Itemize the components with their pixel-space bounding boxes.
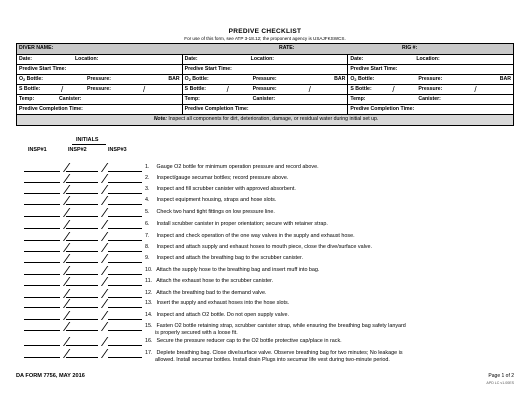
insp1-initial-line[interactable]: [24, 345, 60, 346]
o2-label: O: [184, 76, 189, 82]
insp1-initial-line[interactable]: [24, 319, 60, 320]
dive3-temp-field[interactable]: [348, 95, 513, 104]
item-text: Attach the exhaust hose to the scrubber canister.: [155, 278, 274, 284]
o2-bottle-row: [17, 75, 513, 85]
item-text: Attach the supply hose to the breathing bag and insert muff into bag.: [155, 267, 320, 273]
insp3-initial-line[interactable]: [108, 330, 142, 331]
dive3-s-bottle-field[interactable]: S Bottle: / Pressure: /: [350, 85, 477, 94]
dive2-start-time-field[interactable]: Predive Start Time:: [183, 65, 349, 74]
checklist-item: [145, 255, 505, 262]
s-bottle-label: S Bottle:: [350, 86, 372, 92]
temp-label: Temp:: [19, 96, 35, 102]
item-text: Gauge O2 bottle for minimum operation pressure and record above.: [155, 164, 319, 170]
insp3-initial-line[interactable]: [108, 319, 142, 320]
insp2-initial-line[interactable]: [66, 228, 98, 229]
checklist-item: [145, 350, 505, 364]
bottle-label: Bottle:: [25, 76, 44, 82]
item-number: 6.: [145, 221, 150, 227]
temp-canister-row: [17, 95, 513, 105]
diver-header-row: [17, 44, 513, 55]
dive1-o2-field[interactable]: $O_2$ Bottle: Pressure: BAR: [17, 75, 183, 84]
item-text: Inspect and attach O2 bottle. Do not open supply valve.: [155, 312, 289, 318]
completion-row: [17, 105, 513, 115]
item-number: 16.: [145, 338, 153, 344]
insp1-initial-line[interactable]: [24, 240, 60, 241]
o2-label: O: [19, 76, 24, 82]
insp1-initial-line[interactable]: [24, 307, 60, 308]
checklist-item: [145, 300, 505, 307]
o2-label: O: [350, 76, 355, 82]
canister-label: Canister:: [418, 96, 441, 102]
insp3-initial-line[interactable]: [108, 240, 142, 241]
insp1-initial-line[interactable]: [24, 274, 60, 275]
item-number: 11.: [145, 278, 153, 284]
form-number: DA FORM 7756, MAY 2016: [16, 373, 85, 379]
note-text: [17, 115, 513, 125]
item-text: Install scrubber canister in proper orientation; secure with retainer strap.: [155, 221, 328, 227]
insp2-initial-line[interactable]: [66, 204, 98, 205]
checklist-item: [145, 186, 505, 193]
insp2-initial-line[interactable]: [66, 319, 98, 320]
rate-label: RATE:: [279, 45, 295, 51]
insp2-initial-line[interactable]: [66, 274, 98, 275]
item-text: Inspect and fill scrubber canister with approved absorbent.: [155, 186, 296, 192]
bottle-label: Bottle:: [190, 76, 209, 82]
item-text: Inspect equipment housing, straps and hose slots.: [155, 197, 277, 203]
insp2-initial-line[interactable]: [66, 330, 98, 331]
insp3-initial-line[interactable]: [108, 357, 142, 358]
pressure-label: Pressure:: [87, 76, 111, 82]
insp3-initial-line[interactable]: [108, 285, 142, 286]
dive1-temp-field[interactable]: [17, 95, 183, 104]
item-number: 8.: [145, 244, 150, 250]
form-subtitle: For use of this form, see ATP 3-18.12; the proponent agency is USAJFKSWCS.: [184, 36, 346, 41]
bar-unit: BAR: [334, 76, 346, 82]
page-number: Page 1 of 2: [488, 373, 514, 379]
start-time-row: [17, 65, 513, 75]
dive3-date-field[interactable]: [348, 55, 513, 64]
insp2-initial-line[interactable]: [66, 285, 98, 286]
checklist-item: [145, 233, 505, 240]
insp3-initial-line[interactable]: [108, 182, 142, 183]
form-title: PREDIVE CHECKLIST: [228, 28, 302, 35]
insp3-initial-line[interactable]: [108, 251, 142, 252]
canister-label: Canister:: [59, 96, 82, 102]
dive2-s-bottle-field[interactable]: S Bottle: / Pressure: /: [183, 85, 349, 94]
checklist-item: [145, 164, 505, 171]
dive3-start-time-field[interactable]: Predive Start Time:: [350, 66, 398, 72]
item-text-continued: is properly secured with a loose fit.: [155, 330, 238, 336]
dive1-date-field[interactable]: [17, 55, 183, 64]
dive2-temp-field[interactable]: [183, 95, 349, 104]
insp1-initial-line[interactable]: [24, 204, 60, 205]
item-number: 14.: [145, 312, 153, 318]
rig-label: RIG #:: [402, 45, 418, 51]
item-text: Deplete breathing bag. Close dive/surface valve. Observe breathing bag for two minutes; No leakage is: [155, 350, 403, 356]
initials-heading: INITIALS: [76, 137, 99, 143]
dive1-start-time-field[interactable]: Predive Start Time:: [17, 65, 183, 74]
insp1-initial-line[interactable]: [24, 297, 60, 298]
diver-info-grid: [16, 43, 514, 126]
item-text: Fasten O2 bottle retaining strap, scrubber canister strap, while ensuring the breathing bag safety lanyard: [155, 323, 406, 329]
item-number: 2.: [145, 175, 150, 181]
bar-unit: BAR: [499, 76, 512, 82]
s-pressure-label: Pressure:: [87, 86, 111, 92]
dive2-completion-field[interactable]: Predive Completion Time:: [183, 105, 349, 114]
insp1-initial-line[interactable]: [24, 330, 60, 331]
item-number: 12.: [145, 290, 153, 296]
insp2-initial-line[interactable]: [66, 307, 98, 308]
insp2-initial-line[interactable]: [66, 182, 98, 183]
apd-version: APD LC v1.00ES: [486, 381, 514, 385]
insp1-initial-line[interactable]: [24, 193, 60, 194]
date-label: Date:: [184, 56, 198, 62]
note-label: Note:: [153, 116, 167, 122]
item-text: Inspect and attach supply and exhaust hoses to mouth piece, close the dive/surface valve.: [155, 244, 372, 250]
location-label: Location:: [416, 56, 440, 62]
insp1-initial-line[interactable]: [24, 182, 60, 183]
insp3-initial-line[interactable]: [108, 297, 142, 298]
insp3-initial-line[interactable]: [108, 228, 142, 229]
insp2-initial-line[interactable]: [66, 216, 98, 217]
item-text: Secure the pressure reducer cap to the O2 bottle protective cap/place in rack.: [155, 338, 342, 344]
insp1-initial-line[interactable]: [24, 262, 60, 263]
item-text: Inspect/gauge secumar bottles; record pressure above.: [155, 175, 289, 181]
item-number: 7.: [145, 233, 150, 239]
checklist-item: [145, 278, 505, 285]
initials-underline: [72, 144, 106, 145]
location-label: Location:: [75, 56, 99, 62]
insp2-initial-line[interactable]: [66, 251, 98, 252]
item-number: 10.: [145, 267, 153, 273]
dive1-completion-field[interactable]: Predive Completion Time:: [17, 105, 183, 114]
item-text-continued: allowed. Install secumar bottles. Install drain Plugs into secumar life vest during two-minute period.: [155, 357, 390, 363]
item-number: 9.: [145, 255, 150, 261]
insp1-heading: INSP#1: [28, 147, 47, 153]
s-bottle-label: S Bottle:: [19, 86, 41, 92]
insp1-initial-line[interactable]: [24, 285, 60, 286]
date-location-row: [17, 55, 513, 65]
item-text: Inspect and check operation of the one way valves in the supply and exhaust hose.: [155, 233, 355, 239]
insp1-initial-line[interactable]: [24, 251, 60, 252]
s-bottle-label: S Bottle:: [184, 86, 206, 92]
insp3-initial-line[interactable]: [108, 216, 142, 217]
item-text: Insert the supply and exhaust hoses into the hose slots.: [155, 300, 290, 306]
item-text: Check two hand tight fittings on low pressure line.: [155, 209, 275, 215]
insp1-initial-line[interactable]: [24, 171, 60, 172]
diver-name-field[interactable]: [17, 44, 513, 54]
dive2-date-field[interactable]: [183, 55, 349, 64]
canister-label: Canister:: [252, 96, 276, 102]
insp3-initial-line[interactable]: [108, 171, 142, 172]
checklist-item: [145, 267, 505, 274]
item-text: Inspect and attach the breathing bag to the scrubber canister.: [155, 255, 304, 261]
date-label: Date:: [19, 56, 32, 62]
checklist-item: [145, 197, 505, 204]
checklist-item: [145, 312, 505, 319]
dive3-completion-field[interactable]: Predive Completion Time:: [350, 106, 415, 112]
checklist-item: [145, 323, 505, 337]
insp1-initial-line[interactable]: [24, 357, 60, 358]
insp3-initial-line[interactable]: [108, 193, 142, 194]
item-number: 4.: [145, 197, 150, 203]
insp2-initial-line[interactable]: [66, 193, 98, 194]
checklist-item: [145, 175, 505, 182]
insp1-initial-line[interactable]: [24, 228, 60, 229]
s-bottle-row: [17, 85, 513, 95]
s-pressure-label: Pressure:: [418, 86, 443, 92]
note-row: [17, 115, 513, 125]
dive2-o2-field[interactable]: $O_2$ Bottle: Pressure: BAR: [183, 75, 349, 84]
dive3-o2-field[interactable]: $O_2$ Bottle: Pressure: BAR: [350, 76, 512, 82]
item-number: 17.: [145, 350, 153, 356]
insp2-initial-line[interactable]: [66, 171, 98, 172]
insp2-initial-line[interactable]: [66, 297, 98, 298]
item-number: 1.: [145, 164, 150, 170]
checklist-item: [145, 221, 505, 228]
insp3-initial-line[interactable]: [108, 274, 142, 275]
temp-label: Temp:: [184, 96, 200, 102]
item-number: 3.: [145, 186, 150, 192]
temp-label: Temp:: [350, 96, 366, 102]
item-number: 15.: [145, 323, 153, 329]
location-label: Location:: [250, 56, 275, 62]
s-pressure-label: Pressure:: [252, 86, 277, 92]
insp3-initial-line[interactable]: [108, 345, 142, 346]
pressure-label: Pressure:: [418, 76, 443, 82]
insp2-initial-line[interactable]: [66, 345, 98, 346]
item-number: 13.: [145, 300, 153, 306]
insp3-initial-line[interactable]: [108, 262, 142, 263]
bottle-label: Bottle:: [356, 76, 375, 82]
insp2-initial-line[interactable]: [66, 240, 98, 241]
checklist-item: [145, 338, 505, 345]
insp3-initial-line[interactable]: [108, 204, 142, 205]
insp1-initial-line[interactable]: [24, 216, 60, 217]
checklist-item: [145, 209, 505, 216]
note-body: Inspect all components for dirt, deterioration, damage, or residual water during initial set up.: [166, 116, 379, 122]
insp2-heading: INSP#2: [68, 147, 87, 153]
date-label: Date:: [350, 56, 364, 62]
insp2-initial-line[interactable]: [66, 262, 98, 263]
dive1-s-bottle-field[interactable]: S Bottle: / Pressure: /: [17, 85, 183, 94]
bar-unit: BAR: [168, 76, 180, 82]
checklist-item: [145, 244, 505, 251]
insp2-initial-line[interactable]: [66, 357, 98, 358]
pressure-label: Pressure:: [252, 76, 277, 82]
item-text: Attach the breathing bad to the demand valve.: [155, 290, 267, 296]
checklist-item: [145, 290, 505, 297]
item-number: 5.: [145, 209, 150, 215]
insp3-heading: INSP#3: [108, 147, 127, 153]
insp3-initial-line[interactable]: [108, 307, 142, 308]
diver-name-label: DIVER NAME:: [19, 45, 54, 51]
